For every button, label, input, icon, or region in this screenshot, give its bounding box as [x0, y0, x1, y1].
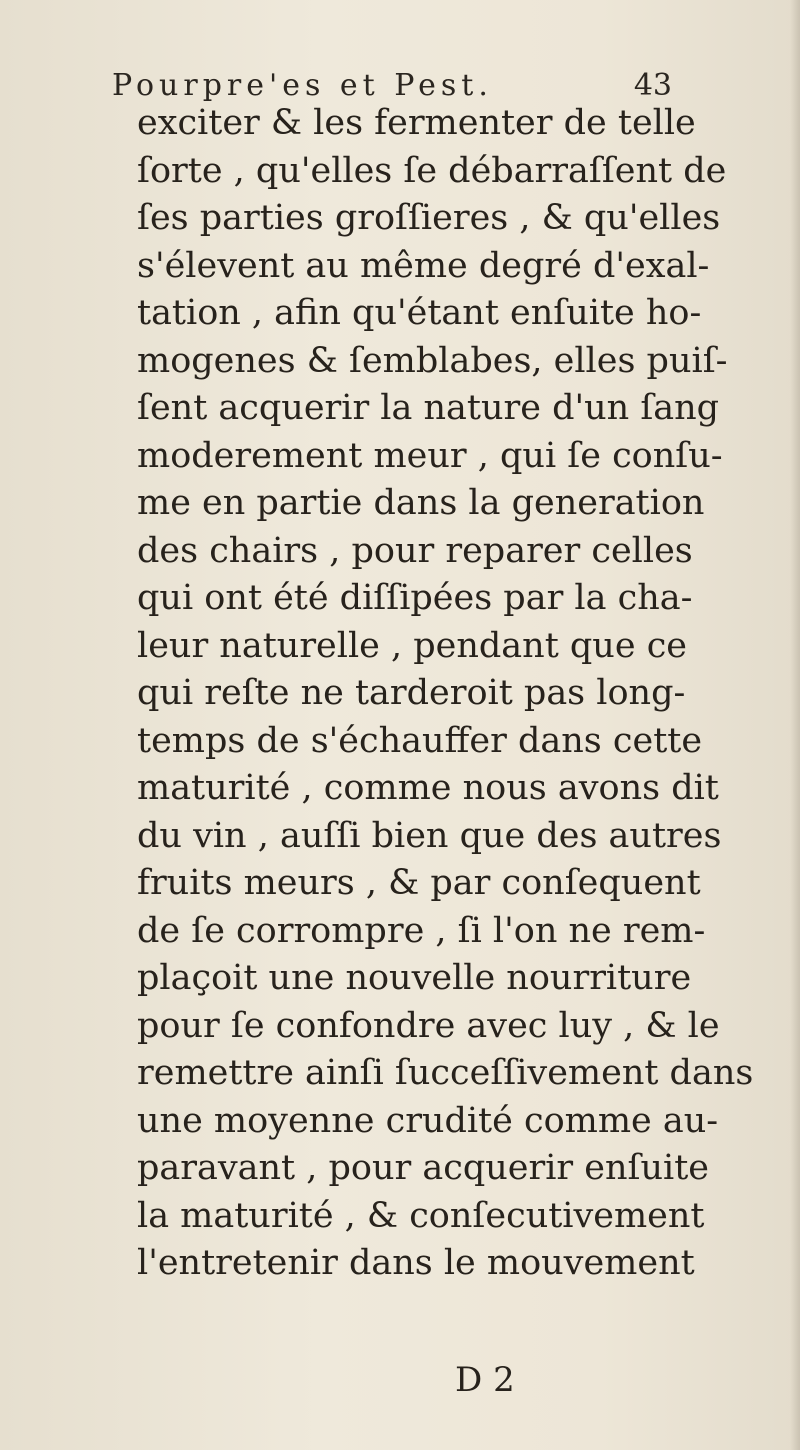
text-line: ſent acquerir la nature d'un ſang	[137, 388, 720, 428]
text-line: mogenes & ſemblabes, elles puiſ-	[137, 340, 728, 381]
text-line: des chairs , pour reparer celles	[137, 530, 693, 571]
text-line: s'élevent au même degré d'exal-	[137, 245, 710, 286]
text-line: paravant , pour acquerir enſuite	[137, 1148, 709, 1188]
text-line: pour ſe confondre avec luy , & le	[137, 1005, 720, 1046]
page-number: 43	[633, 68, 672, 103]
text-line: de ſe corrompre , ſi l'on ne rem-	[137, 910, 706, 951]
text-line: me en partie dans la generation	[137, 483, 705, 523]
text-line: la maturité , & conſecutivement	[137, 1195, 705, 1236]
text-line: ſes parties groſſieres , & qu'elles	[137, 198, 721, 238]
text-line: l'entretenir dans le mouvement	[137, 1243, 695, 1283]
text-line: qui ont été diſſipées par la cha-	[137, 578, 693, 618]
text-line: exciter & les fermenter de telle	[137, 103, 696, 143]
page-edge-shadow	[790, 0, 800, 1450]
text-line: maturité , comme nous avons dit	[137, 768, 719, 808]
text-line: tation , afin qu'étant enſuite ho-	[137, 293, 702, 333]
text-line: temps de s'échauffer dans cette	[137, 720, 703, 761]
body-text	[137, 100, 787, 1288]
text-line: qui reſte ne tarderoit pas long-	[137, 673, 686, 713]
running-head: Pourpre'es et Pest.	[112, 68, 493, 103]
text-line: du vin , auſſi bien que des autres	[137, 815, 722, 856]
text-line: leur naturelle , pendant que ce	[137, 625, 688, 666]
signature-mark: D 2	[455, 1360, 515, 1400]
text-line: moderement meur , qui ſe conſu-	[137, 435, 723, 476]
text-line: plaçoit une nouvelle nourriture	[137, 958, 692, 998]
text-line: remettre ainſi ſucceſſivement dans	[137, 1053, 754, 1093]
text-line: fruits meurs , & par conſequent	[137, 863, 701, 903]
text-line: une moyenne crudité comme au-	[137, 1100, 719, 1141]
text-line: ſorte , qu'elles ſe débarraſſent de	[137, 150, 727, 191]
